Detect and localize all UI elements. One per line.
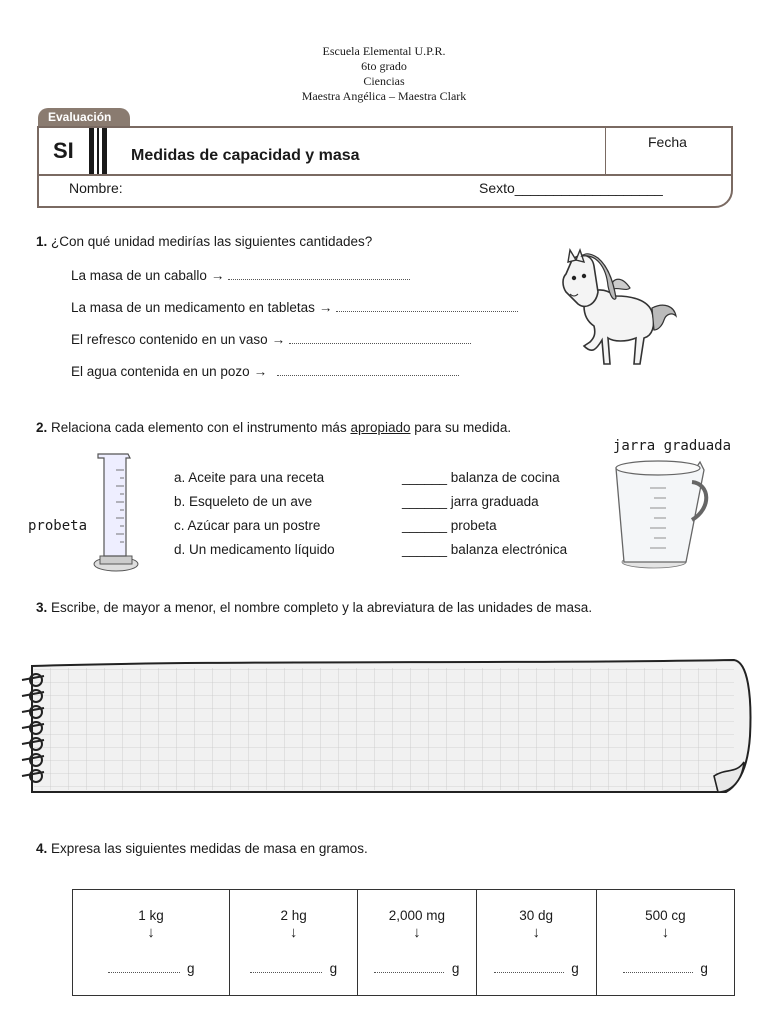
conversion-cell bbox=[358, 890, 476, 995]
match-item[interactable]: ______ probeta bbox=[402, 518, 497, 533]
q1-item bbox=[71, 299, 518, 315]
answer-line[interactable] bbox=[277, 363, 459, 376]
arrow-icon: → bbox=[271, 332, 286, 347]
answer-field[interactable] bbox=[73, 960, 229, 976]
match-item[interactable]: ______ jarra graduada bbox=[402, 494, 539, 509]
date-label: Fecha bbox=[648, 134, 687, 150]
decorative-bar bbox=[89, 128, 94, 174]
arrow-icon: → bbox=[318, 300, 333, 315]
teachers: Maestra Angélica – Maestra Clark bbox=[301, 89, 467, 103]
list-item: a. Aceite para una receta bbox=[174, 470, 325, 485]
q1-item-text: La masa de un caballo bbox=[71, 268, 207, 283]
answer-field[interactable] bbox=[358, 960, 475, 976]
question-1-prompt bbox=[36, 234, 372, 249]
answer-field[interactable] bbox=[597, 960, 734, 976]
list-item: b. Esqueleto de un ave bbox=[174, 494, 313, 509]
conversion-cell bbox=[73, 890, 230, 995]
unit-label: g bbox=[187, 961, 195, 976]
q1-item-text: El agua contenida en un pozo bbox=[71, 364, 250, 379]
decorative-bar bbox=[102, 128, 107, 174]
unit-label: g bbox=[329, 961, 338, 976]
question-text: ¿Con qué unidad medirías las siguientes cantidades? bbox=[51, 234, 373, 249]
grade: 6to grado bbox=[361, 59, 407, 73]
answer-field[interactable] bbox=[230, 960, 357, 976]
school-name: Escuela Elemental U.P.R. bbox=[322, 44, 446, 58]
worksheet-title: Medidas de capacidad y masa bbox=[131, 147, 360, 164]
question-number: 2. bbox=[36, 420, 48, 435]
q1-item bbox=[71, 363, 459, 379]
subject: Ciencias bbox=[363, 74, 405, 88]
measuring-jug-illustration bbox=[610, 458, 714, 572]
list-item: d. Un medicamento líquido bbox=[174, 542, 335, 557]
conversion-cell bbox=[597, 890, 734, 995]
answer-field[interactable] bbox=[477, 960, 596, 976]
down-arrow-icon: ↓ bbox=[661, 924, 670, 941]
measure-value: 2 hg bbox=[280, 908, 307, 923]
q1-item-text: La masa de un medicamento en tabletas bbox=[71, 300, 315, 315]
school-header bbox=[0, 44, 768, 104]
question-4-prompt bbox=[36, 841, 368, 856]
question-number: 4. bbox=[36, 841, 48, 856]
date-field[interactable] bbox=[605, 128, 732, 174]
down-arrow-icon: ↓ bbox=[532, 924, 540, 941]
down-arrow-icon: ↓ bbox=[289, 924, 298, 941]
notebook-answer-area[interactable] bbox=[14, 656, 760, 804]
probeta-label: probeta bbox=[28, 518, 88, 534]
worksheet-header bbox=[37, 126, 733, 208]
arrow-icon: → bbox=[253, 364, 268, 379]
question-text: Escribe, de mayor a menor, el nombre completo y la abreviatura de las unidades de masa. bbox=[51, 600, 593, 615]
conversion-cell bbox=[230, 890, 358, 995]
match-item[interactable]: ______ balanza de cocina bbox=[402, 470, 560, 485]
decorative-bar bbox=[97, 128, 99, 174]
question-number: 3. bbox=[36, 600, 48, 615]
header-title-row bbox=[39, 128, 731, 176]
arrow-icon: → bbox=[210, 268, 225, 283]
horse-illustration bbox=[552, 246, 682, 374]
unit-label: g bbox=[571, 961, 579, 976]
question-text: para su medida. bbox=[410, 420, 512, 435]
conversion-table bbox=[72, 889, 735, 996]
elements-list bbox=[174, 466, 335, 562]
q1-item bbox=[71, 267, 410, 283]
measure-value: 1 kg bbox=[138, 908, 164, 923]
down-arrow-icon: ↓ bbox=[413, 924, 421, 941]
measure-value: 30 dg bbox=[519, 908, 554, 923]
evaluation-tab: Evaluación bbox=[38, 108, 130, 128]
q1-item-text: El refresco contenido en un vaso bbox=[71, 332, 268, 347]
unit-label: g bbox=[451, 961, 460, 976]
question-text: Expresa las siguientes medidas de masa en gramos. bbox=[51, 841, 368, 856]
code-label: SI bbox=[53, 138, 74, 163]
conversion-cell bbox=[477, 890, 597, 995]
list-item: c. Azúcar para un postre bbox=[174, 518, 321, 533]
measure-value: 2,000 mg bbox=[388, 908, 446, 923]
answer-line[interactable] bbox=[336, 299, 518, 312]
question-2-prompt bbox=[36, 420, 511, 435]
code-box bbox=[39, 128, 95, 174]
match-item[interactable]: ______ balanza electrónica bbox=[402, 542, 568, 557]
measure-value: 500 cg bbox=[645, 908, 686, 923]
name-field[interactable]: Nombre: bbox=[69, 180, 123, 196]
question-3-prompt bbox=[36, 600, 592, 615]
down-arrow-icon: ↓ bbox=[147, 924, 155, 941]
question-number: 1. bbox=[36, 234, 48, 249]
underlined-word: apropiado bbox=[350, 420, 411, 435]
jarra-label: jarra graduada bbox=[613, 438, 732, 454]
q1-item bbox=[71, 331, 471, 347]
instruments-list bbox=[402, 466, 567, 562]
section-field[interactable]: Sexto___________________ bbox=[479, 180, 663, 196]
answer-line[interactable] bbox=[228, 267, 410, 280]
answer-line[interactable] bbox=[289, 331, 471, 344]
unit-label: g bbox=[700, 961, 708, 976]
graduated-cylinder-illustration bbox=[90, 450, 142, 574]
question-text: Relaciona cada elemento con el instrumento más bbox=[51, 420, 351, 435]
